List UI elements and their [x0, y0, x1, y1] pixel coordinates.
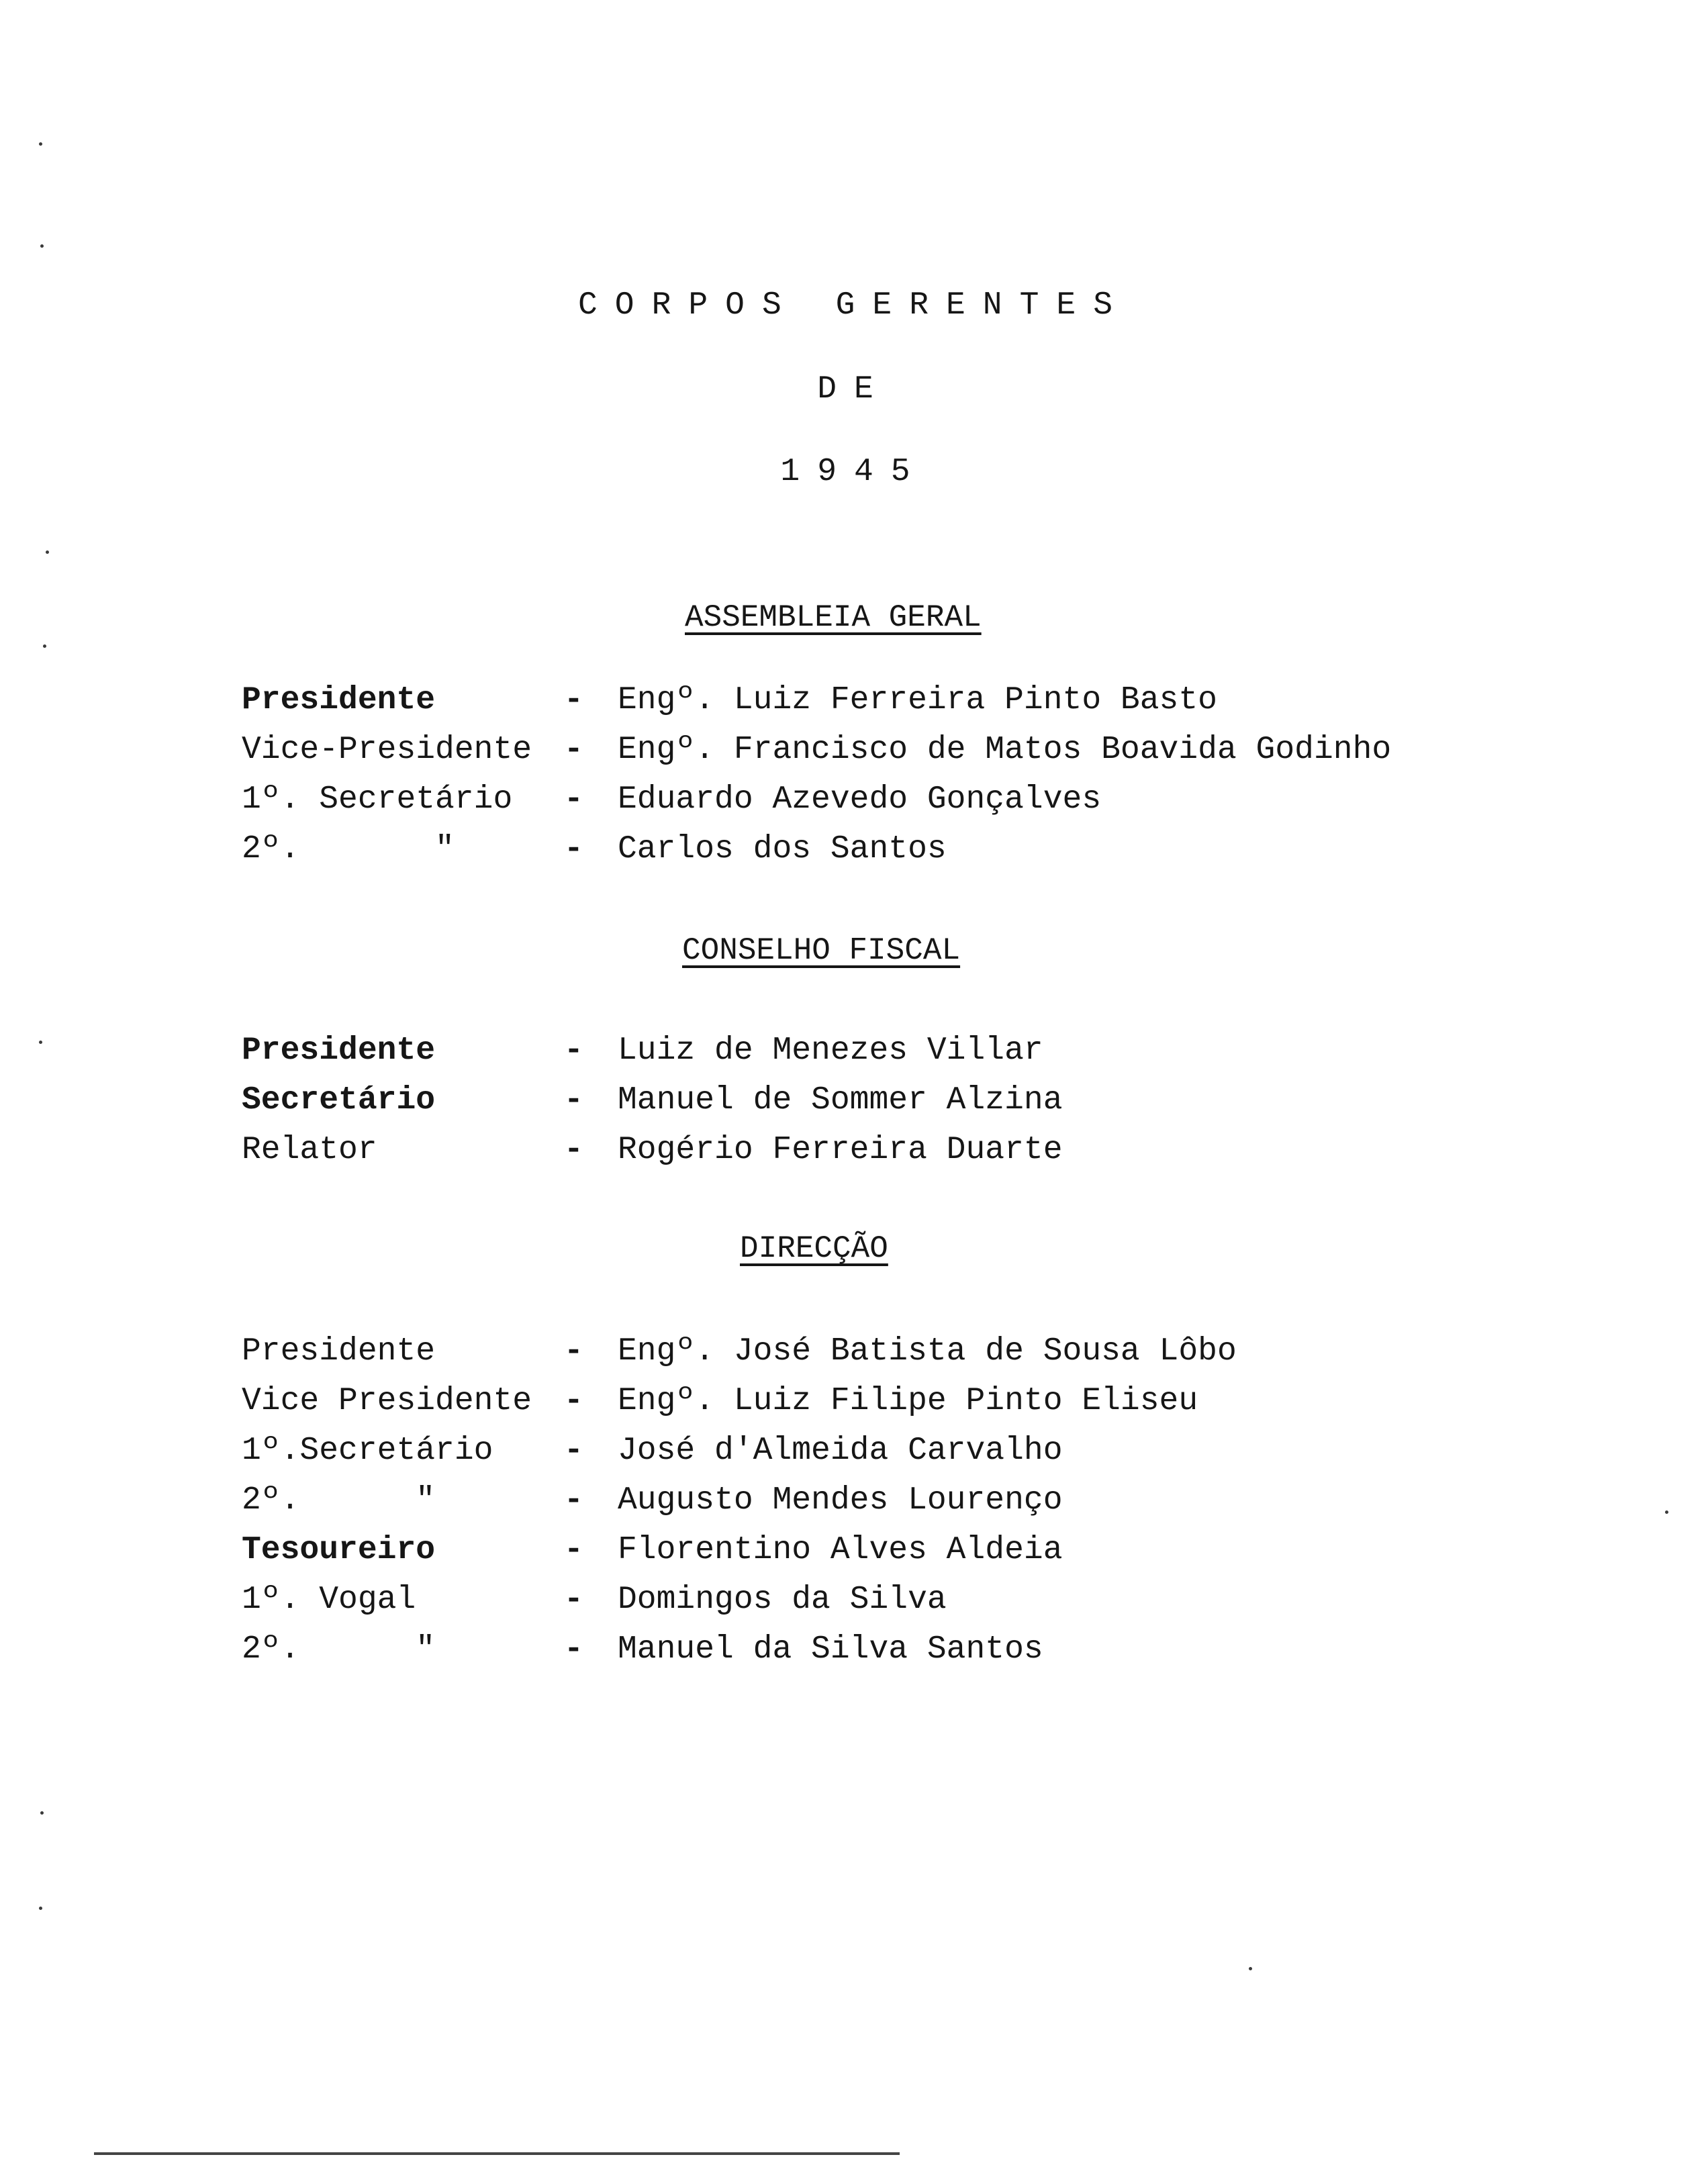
member-name: Domingos da Silva — [618, 1582, 947, 1618]
scan-speck — [1249, 1967, 1252, 1970]
member-name: Eduardo Azevedo Gonçalves — [618, 781, 1102, 818]
member-name: Manuel de Sommer Alzina — [618, 1082, 1063, 1118]
role-label: 1º.Secretário — [242, 1433, 493, 1469]
member-name: Engº. Luiz Filipe Pinto Eliseu — [618, 1383, 1198, 1419]
role-label: Secretário — [242, 1082, 436, 1118]
section-heading-direccao: DIRECÇÃO — [740, 1231, 888, 1266]
role-label: 2º. " — [242, 1482, 436, 1519]
role-label: Presidente — [242, 1333, 436, 1370]
dash-separator: - — [564, 831, 583, 867]
dash-separator: - — [564, 1582, 583, 1618]
document-title: CORPOS GERENTES — [577, 287, 1131, 324]
member-name: Engº. Luiz Ferreira Pinto Basto — [618, 682, 1217, 718]
scan-speck — [39, 1907, 42, 1910]
scan-speck — [40, 1811, 44, 1815]
role-label: Tesoureiro — [242, 1532, 436, 1568]
role-label: Presidente — [242, 1033, 436, 1069]
dash-separator: - — [564, 1532, 583, 1568]
dash-separator: - — [564, 1132, 583, 1168]
member-name: Engº. José Batista de Sousa Lôbo — [618, 1333, 1237, 1370]
section-heading-conselho-fiscal: CONSELHO FISCAL — [682, 933, 961, 968]
member-name: Engº. Francisco de Matos Boavida Godinho — [618, 732, 1392, 768]
dash-separator: - — [564, 732, 583, 768]
member-name: Carlos dos Santos — [618, 831, 947, 867]
role-label: Vice Presidente — [242, 1383, 532, 1419]
dash-separator: - — [564, 1082, 583, 1118]
member-name: Luiz de Menezes Villar — [618, 1033, 1043, 1069]
dash-separator: - — [564, 781, 583, 818]
dash-separator: - — [564, 1631, 583, 1668]
member-name: Augusto Mendes Lourenço — [618, 1482, 1063, 1519]
section-heading-assembleia-geral: ASSEMBLEIA GERAL — [685, 600, 982, 635]
scan-speck — [43, 644, 46, 648]
scan-speck — [46, 550, 49, 554]
member-name: Rogério Ferreira Duarte — [618, 1132, 1063, 1168]
role-label: Relator — [242, 1132, 377, 1168]
scan-speck — [39, 142, 42, 146]
document-title-de: DE — [817, 371, 891, 407]
role-label: 2º. " — [242, 831, 455, 867]
dash-separator: - — [564, 1482, 583, 1519]
member-name: Florentino Alves Aldeia — [618, 1532, 1063, 1568]
role-label: Presidente — [242, 682, 436, 718]
role-label: 2º. " — [242, 1631, 436, 1668]
role-label: Vice-Presidente — [242, 732, 532, 768]
dash-separator: - — [564, 1433, 583, 1469]
member-name: Manuel da Silva Santos — [618, 1631, 1043, 1668]
scan-speck — [39, 1041, 42, 1044]
role-label: 1º. Secretário — [242, 781, 513, 818]
document-title-year: 1945 — [780, 454, 928, 490]
scan-speck — [40, 244, 44, 248]
member-name: José d'Almeida Carvalho — [618, 1433, 1063, 1469]
scan-speck — [1665, 1510, 1668, 1514]
dash-separator: - — [564, 1333, 583, 1370]
page-bottom-edge — [94, 2152, 900, 2155]
role-label: 1º. Vogal — [242, 1582, 416, 1618]
dash-separator: - — [564, 1033, 583, 1069]
dash-separator: - — [564, 682, 583, 718]
dash-separator: - — [564, 1383, 583, 1419]
